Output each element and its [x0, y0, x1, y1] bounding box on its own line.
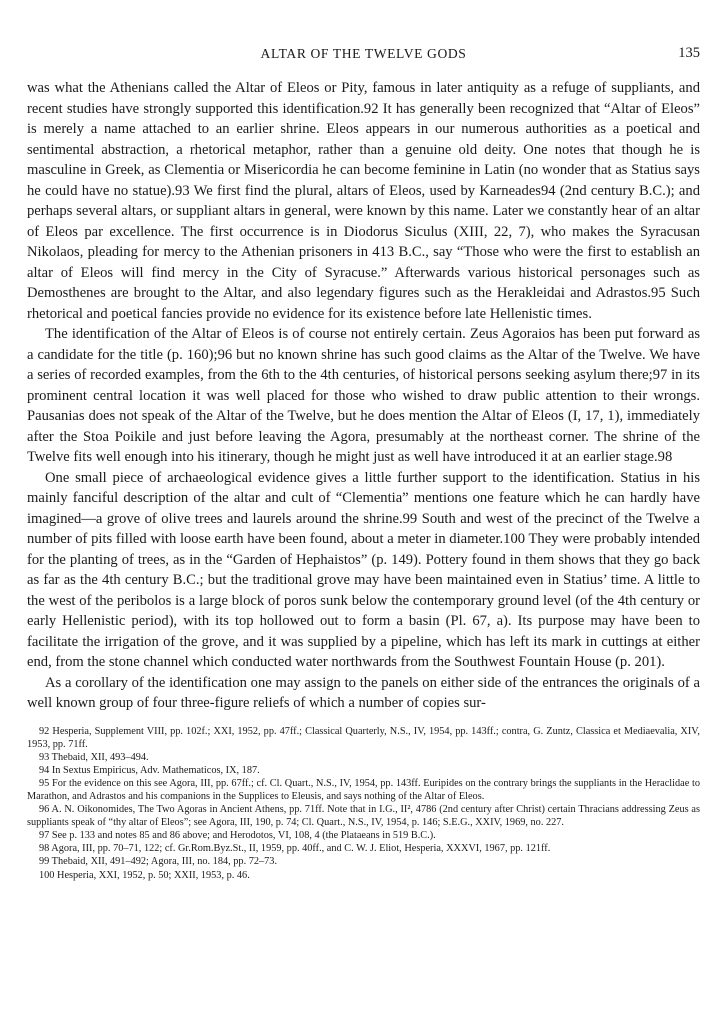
body-paragraph: The identification of the Altar of Eleos is of course not entirely certain. Zeus Agoraios has been put forward as a candidate for the title (p. 160);96 but no known shrine has such good claims as the Altar of the Twelve. We have a series of recorded examples, from the 6th to the 4th centuries, of historical persons seeking asylum there;97 in its prominent central location it was well placed for those who wished to draw public attention to their wrongs. Pausanias does not speak of the Altar of the Twelve, but he does mention the Altar of Eleos (I, 17, 1), immediately after the Stoa Poikile and just before leaving the Agora, presumably at the northeast corner. The shrine of the Twelve fits well enough into his itinerary, though he might just as well have introduced it at an earlier stage.98 [27, 326, 700, 465]
page-number: 135 [678, 45, 700, 61]
footnote: 93 Thebaid, XII, 493–494. [39, 751, 149, 763]
footnote: 97 See p. 133 and notes 85 and 86 above; and Herodotos, VI, 108, 4 (the Plataeans in 519 B.C.). [39, 830, 436, 842]
footnote: 98 Agora, III, pp. 70–71, 122; cf. Gr.Rom.Byz.St., II, 1959, pp. 40ff., and C. W. J. Eliot, Hesperia, XXXVI, 1967, pp. 121ff. [39, 843, 551, 855]
footnote: 99 Thebaid, XII, 491–492; Agora, III, no. 184, pp. 72–73. [39, 856, 278, 868]
footnote: 100 Hesperia, XXI, 1952, p. 50; XXII, 1953, p. 46. [39, 869, 250, 881]
body-paragraph: One small piece of archaeological evidence gives a little further support to the identification. Statius in his mainly fanciful description of the altar and cult of “Clementia” mentions one feature which he can hardly have imagined—a grove of olive trees and laurels around the shrine.99 South and west of the precinct of the Twelve a number of pits filled with loose earth have been found, about a meter in diameter.100 They were probably intended for the planting of trees, as in the “Garden of Hephaistos” (p. 149). Pottery found in them shows that they go back as far as the 4th century B.C.; but the traditional grove may have been maintained even in Statius’ time. A little to the west of the peribolos is a large block of poros sunk below the contemporary ground level (of the 4th century or early Hellenistic period), with its top hollowed out to form a basin (Pl. 67, a). Its purpose may have been to facilitate the irrigation of the grove, and it was supplied by a pipeline, which has left its mark in cuttings at either end, from the stone channel which conducted water northwards from the Southwest Fountain House (p. 201). [27, 469, 700, 670]
body-paragraph: As a corollary of the identification one may assign to the panels on either side of the entrances the originals of a well known group of four three-figure reliefs of which a number of copies sur- [27, 674, 700, 711]
footnote: 92 Hesperia, Supplement VIII, pp. 102f.; XXI, 1952, pp. 47ff.; Classical Quarterly, N.S., IV, 1954, pp. 143ff.; contra, G. Zuntz, Classica et Mediaevalia, XIV, 1953, pp. 71ff. [27, 725, 700, 750]
book-page [27, 0, 700, 882]
body-paragraph: was what the Athenians called the Altar of Eleos or Pity, famous in later antiquity as a refuge of suppliants, and recent studies have strongly supported this identification.92 It has generally been recognized that “Altar of Eleos” is merely a name attached to an earlier shrine. Eleos appears in our numerous authorities as a poetical and sentimental abstraction, a rhetorical metaphor, rather than a genuine old deity. One notes that though he is masculine in Greek, as Clementia or Misericordia he can become feminine in Latin (no wonder that as Statius says he could have no statue).93 We first find the plural, altars of Eleos, used by Karneades94 (2nd century B.C.); and perhaps several altars, or suppliant altars in general, were known by this name. Later we constantly hear of an altar of Eleos par excellence. The first occurrence is in Diodorus Siculus (XIII, 22, 7), who makes the Syracusan Nikolaos, pleading for mercy to the Athenian prisoners in 413 B.C., say “Those who were the first to establish an altar of Eleos will find mercy in the City of Syracuse.” Afterwards various historical personages such as Demosthenes are brought to the Altar, and also legendary figures such as the Herakleidai and Adrastos.95 Such rhetorical and poetical fancies provide no evidence for its existence before late Hellenistic times. [27, 80, 700, 322]
footnote: 94 In Sextus Empiricus, Adv. Mathematicos, IX, 187. [39, 764, 260, 776]
running-header [27, 44, 700, 72]
footnote: 96 A. N. Oikonomides, The Two Agoras in Ancient Athens, pp. 71ff. Note that in I.G., II², 4786 (2nd century after Christ) certain Thracians addressing Zeus as suppliants speak of “thy altar of Eleos”; see Agora, III, 190, p. 74; Cl. Quart., N.S., IV, 1954, p. 146; S.E.G., XXIV, 1969, no. 227. [27, 804, 700, 829]
running-title: ALTAR OF THE TWELVE GODS [260, 46, 467, 61]
footnote: 95 For the evidence on this see Agora, III, pp. 67ff.; cf. Cl. Quart., N.S., IV, 1954, pp. 143ff. Euripides on the contrary brings the suppliants in the Heraclidae to Marathon, and Adrastos and his companions in the Supplices to Eleusis, and says nothing of the Altar of Eleos. [27, 777, 700, 802]
footnotes [27, 725, 700, 882]
body-text [27, 78, 700, 714]
